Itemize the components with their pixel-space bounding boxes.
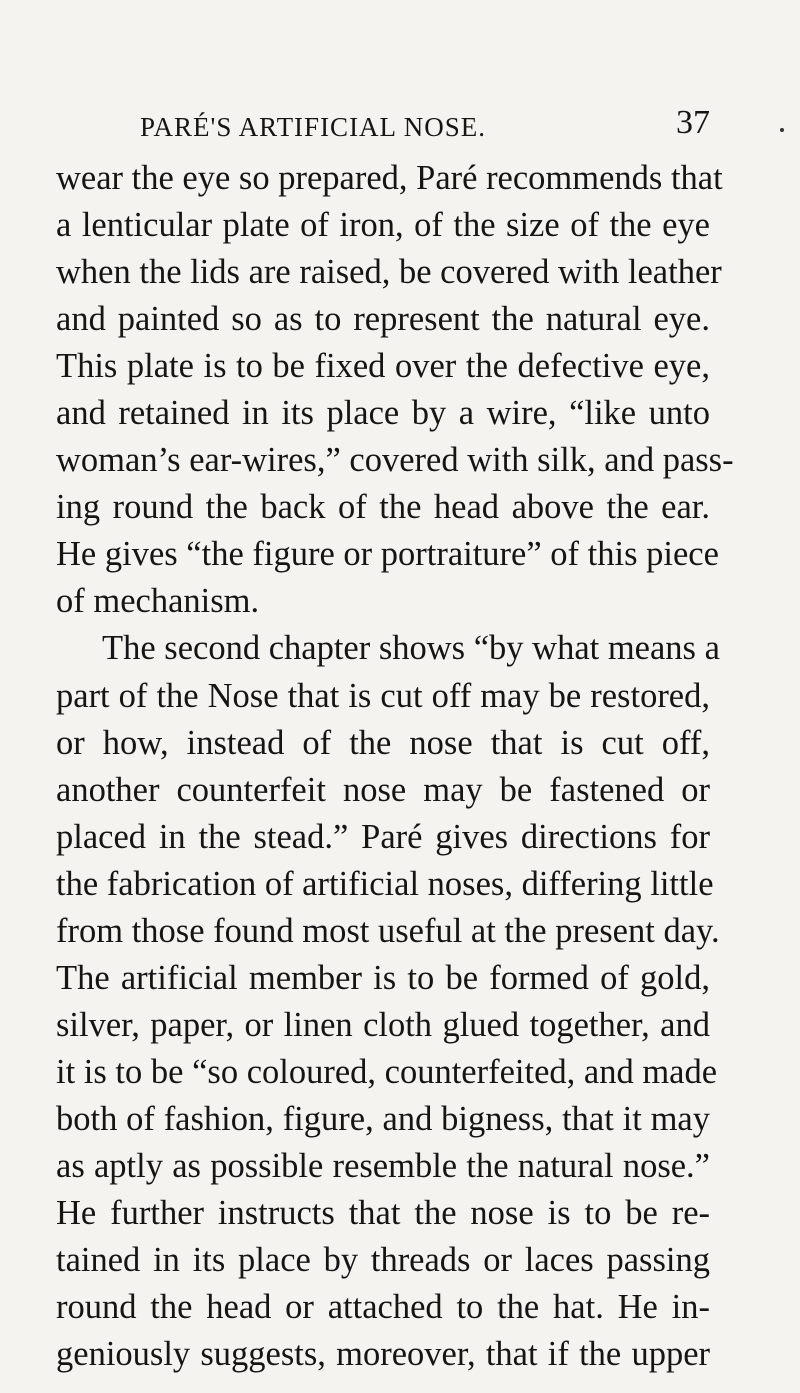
text-line: and painted so as to represent the natural eye. [56, 300, 710, 339]
text-line: This plate is to be fixed over the defective eye, [56, 347, 710, 386]
text-line: placed in the stead.” Paré gives directions for [56, 817, 710, 856]
text-line: tained in its place by threads or laces passing [56, 1241, 710, 1280]
text-line: The artificial member is to be formed of gold, [56, 958, 710, 997]
running-head [140, 104, 710, 148]
margin-dot [780, 128, 784, 132]
text-line: silver, paper, or linen cloth glued together, and [56, 1005, 710, 1044]
text-line: He further instructs that the nose is to be re- [56, 1194, 710, 1233]
text-line: ing round the back of the head above the ear. [56, 488, 710, 527]
running-title: PARÉ'S ARTIFICIAL NOSE. [140, 112, 487, 142]
text-line: He gives “the figure or portraiture” of this piece [56, 535, 719, 574]
text-line: another counterfeit nose may be fastened or [56, 770, 710, 809]
text-line: both of fashion, figure, and bigness, that it may [56, 1099, 710, 1138]
text-line: wear the eye so prepared, Paré recommends that [56, 159, 723, 197]
text-line-paragraph-end: of mechanism. [56, 582, 260, 621]
text-line: round the head or attached to the hat. He in- [56, 1288, 710, 1327]
text-line: and retained in its place by a wire, “like unto [56, 394, 710, 433]
text-line: a lenticular plate of iron, of the size of the eye [56, 206, 710, 245]
text-line: or how, instead of the nose that is cut off, [56, 723, 710, 762]
text-line: the fabrication of artificial noses, differing little [56, 864, 714, 903]
body-text [56, 155, 734, 1378]
text-line: woman’s ear-wires,” covered with silk, and pass- [56, 441, 734, 480]
text-line: it is to be “so coloured, counterfeited, and made [56, 1052, 718, 1091]
text-line: geniously suggests, moreover, that if the upper [56, 1335, 710, 1374]
text-line: part of the Nose that is cut off may be restored, [56, 676, 710, 715]
page-number: 37 [676, 104, 710, 141]
text-line: from those found most useful at the present day. [56, 911, 720, 950]
text-line: when the lids are raised, be covered with leather [56, 253, 722, 292]
text-line-paragraph-start: The second chapter shows “by what means a [102, 629, 720, 668]
text-line: as aptly as possible resemble the natural nose.” [56, 1146, 710, 1185]
